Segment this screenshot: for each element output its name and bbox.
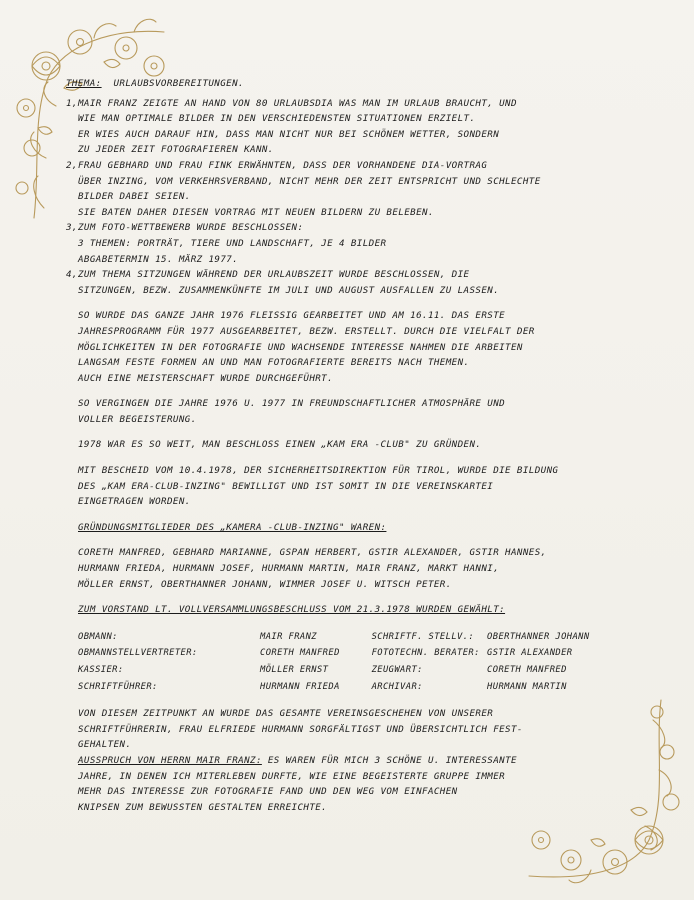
agenda-item-4: [66, 267, 626, 298]
item-number: 4,: [66, 269, 78, 281]
item-line: ER WIES AUCH DARAUF HIN, DASS MAN NICHT NUR BEI SCHÖNEM WETTER, SONDERN: [78, 128, 500, 140]
item-line: ZUM THEMA SITZUNGEN WÄHREND DER URLAUBSZEIT WURDE BESCHLOSSEN, DIE: [78, 269, 470, 281]
item-line: MAIR FRANZ ZEIGTE AN HAND VON 80 URLAUBSDIA WAS MAN IM URLAUB BRAUCHT, UND: [78, 97, 517, 109]
paragraph-line: 1978 WAR ES SO WEIT, MAN BESCHLOSS EINEN „KAM ERA -CLUB" ZU GRÜNDEN.: [78, 439, 482, 451]
founders-line: MÖLLER ERNST, OBERTHANNER JOHANN, WIMMER JOSEF U. WITSCH PETER.: [78, 578, 452, 590]
board-row: [78, 630, 626, 647]
item-line: WIE MAN OPTIMALE BILDER IN DEN VERSCHIEDENSTEN SITUATIONEN ERZIELT.: [78, 113, 476, 125]
item-number: 3,: [66, 222, 78, 234]
paragraph-line: DES „KAM ERA-CLUB-INZING" BEWILLIGT UND IST SOMIT IN DIE VEREINSKARTEI: [78, 480, 494, 492]
paragraph-line: JAHRESPROGRAMM FÜR 1977 AUSGEARBEITET, BEZW. ERSTELLT. DURCH DIE VIELFALT DER: [78, 325, 535, 337]
agenda-item-2: [66, 158, 626, 220]
item-line: SIE BATEN DAHER DIESEN VORTRAG MIT NEUEN BILDERN ZU BELEBEN.: [78, 206, 434, 218]
quote-line: ES WAREN FÜR MICH 3 SCHÖNE U. INTERESSANTE: [267, 754, 517, 766]
board-member: OBERTHANNER JOHANN: [487, 631, 590, 642]
board-role: OBMANNSTELLVERTRETER:: [78, 648, 198, 659]
closing-line: SCHRIFTFÜHRERIN, FRAU ELFRIEDE HURMANN SORGFÄLTIGST UND ÜBERSICHTLICH FEST-: [78, 723, 523, 735]
board-role: OBMANN:: [78, 631, 118, 642]
item-line: BILDER DABEI SEIEN.: [78, 191, 191, 203]
board-member: HURMANN FRIEDA: [260, 681, 340, 692]
founders-heading: GRÜNDUNGSMITGLIEDER DES „KAMERA -CLUB-INZING" WAREN:: [78, 521, 387, 533]
board-row: [78, 646, 626, 663]
board-role: SCHRIFTFÜHRER:: [78, 681, 158, 692]
founders-line: HURMANN FRIEDA, HURMANN JOSEF, HURMANN MARTIN, MAIR FRANZ, MARKT HANNI,: [78, 563, 500, 575]
item-line: ZUM FOTO-WETTBEWERB WURDE BESCHLOSSEN:: [78, 222, 304, 234]
quote-label: AUSSPRUCH VON HERRN MAIR FRANZ:: [78, 754, 262, 766]
paragraph-line: MÖGLICHKEITEN IN DER FOTOGRAFIE UND WACHSENDE INTERESSE NAHMEN DIE ARBEITEN: [78, 341, 523, 353]
title-text: URLAUBSVORBEREITUNGEN.: [113, 78, 244, 89]
founders-line: CORETH MANFRED, GEBHARD MARIANNE, GSPAN HERBERT, GSTIR ALEXANDER, GSTIR HANNES,: [78, 547, 547, 559]
quote-line: KNIPSEN ZUM BEWUSSTEN GESTALTEN ERREICHTE.: [78, 801, 328, 813]
item-line: 3 THEMEN: PORTRÄT, TIERE UND LANDSCHAFT, JE 4 BILDER: [78, 237, 387, 249]
board-role: FOTOTECHN. BERATER:: [371, 648, 480, 659]
item-number: 2,: [66, 159, 78, 171]
board-row: [78, 680, 626, 697]
paragraph-line: SO WURDE DAS GANZE JAHR 1976 FLEISSIG GEARBEITET UND AM 16.11. DAS ERSTE: [78, 310, 506, 322]
board-member: CORETH MANFRED: [487, 665, 567, 675]
board-heading: ZUM VORSTAND LT. VOLLVERSAMMLUNGSBESCHLUSS VOM 21.3.1978 WURDEN GEWÄHLT:: [78, 604, 506, 616]
item-number: 1,: [66, 97, 78, 109]
board-role: SCHRIFTF. STELLV.:: [371, 631, 475, 642]
quote-line: MEHR DAS INTERESSE ZUR FOTOGRAFIE FAND UND DEN WEG VOM EINFACHEN: [78, 786, 458, 798]
quote-first-line: [78, 753, 626, 769]
item-line: FRAU GEBHARD UND FRAU FINK ERWÄHNTEN, DASS DER VORHANDENE DIA-VORTRAG: [78, 159, 488, 171]
board-role: KASSIER:: [78, 665, 124, 675]
document-text: [66, 76, 626, 815]
paragraph-line: AUCH EINE MEISTERSCHAFT WURDE DURCHGEFÜHRT.: [78, 372, 334, 384]
item-line: ABGABETERMIN 15. MÄRZ 1977.: [78, 253, 239, 265]
board-role: ARCHIVAR:: [371, 681, 423, 692]
paragraph-line: VOLLER BEGEISTERUNG.: [78, 413, 197, 425]
board-role: ZEUGWART:: [371, 665, 423, 675]
board-member: GSTIR ALEXANDER: [487, 648, 573, 659]
section-title: [66, 76, 626, 92]
paragraph-line: MIT BESCHEID VOM 10.4.1978, DER SICHERHEITSDIREKTION FÜR TIROL, WURDE DIE BILDUNG: [78, 465, 559, 477]
board-member: CORETH MANFRED: [260, 648, 340, 659]
board-member: HURMANN MARTIN: [487, 681, 567, 692]
agenda-item-3: [66, 220, 626, 267]
agenda-item-1: [66, 96, 626, 158]
paragraph-line: EINGETRAGEN WORDEN.: [78, 496, 191, 508]
board-member: MÖLLER ERNST: [260, 665, 329, 675]
closing-line: VON DIESEM ZEITPUNKT AN WURDE DAS GESAMTE VEREINSGESCHEHEN VON UNSERER: [78, 708, 494, 720]
paragraph-line: SO VERGINGEN DIE JAHRE 1976 U. 1977 IN FREUNDSCHAFTLICHER ATMOSPHÄRE UND: [78, 398, 506, 410]
item-line: ZU JEDER ZEIT FOTOGRAFIEREN KANN.: [78, 144, 274, 156]
title-label: THEMA:: [66, 78, 102, 89]
board-member: MAIR FRANZ: [260, 631, 317, 642]
item-line: ÜBER INZING, VOM VERKEHRSVERBAND, NICHT MEHR DER ZEIT ENTSPRICHT UND SCHLECHTE: [78, 175, 541, 187]
closing-line: GEHALTEN.: [78, 739, 132, 751]
board-table: [78, 630, 626, 696]
item-line: SITZUNGEN, BEZW. ZUSAMMENKÜNFTE IM JULI UND AUGUST AUSFALLEN ZU LASSEN.: [78, 284, 500, 296]
board-row: [78, 663, 626, 680]
paragraph-line: LANGSAM FESTE FORMEN AN UND MAN FOTOGRAFIERTE BEREITS NACH THEMEN.: [78, 357, 470, 369]
quote-line: JAHRE, IN DENEN ICH MITERLEBEN DURFTE, WIE EINE BEGEISTERTE GRUPPE IMMER: [78, 770, 506, 782]
